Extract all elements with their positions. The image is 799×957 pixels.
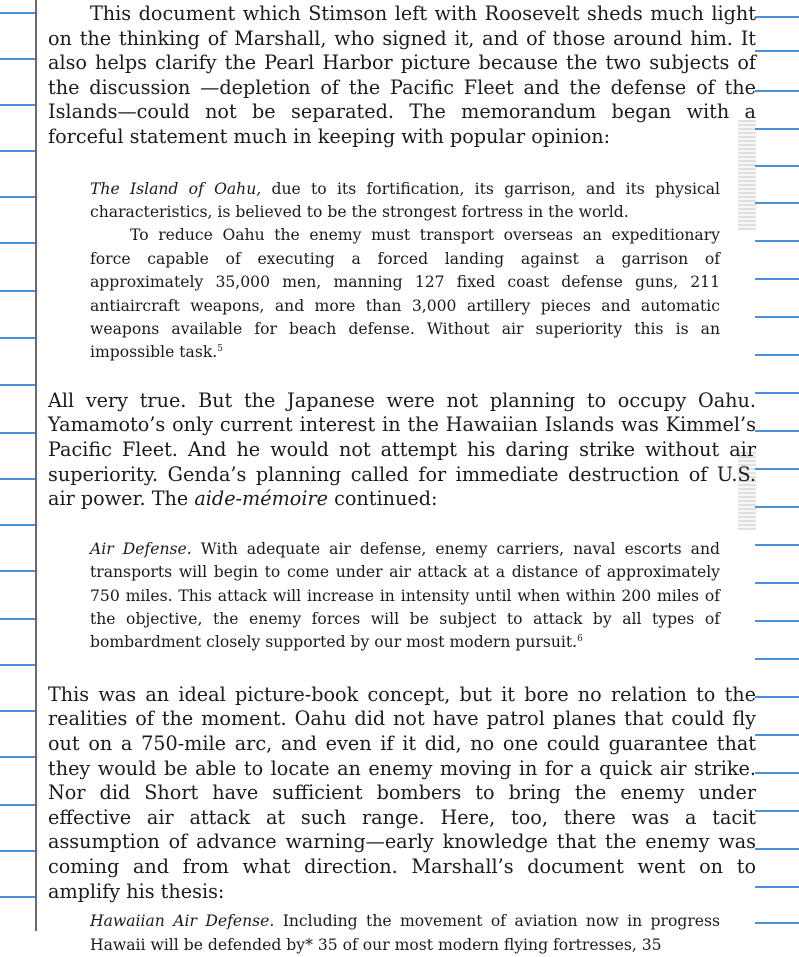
edge-tick	[0, 104, 36, 106]
edge-tick	[0, 58, 36, 60]
left-notebook-edge	[0, 0, 36, 931]
edge-tick	[755, 620, 799, 622]
paragraph-picture-book-concept: This was an ideal picture-book concept, but it bore no relation to the realities of the moment. Oahu did not have patrol planes that could fly out on a 750-mile arc, and even if it did, no one could guarantee that they would be able to locate an enemy moving in for a quick air strike. Nor did Short have sufficient bombers to bring the enemy under effective air attack at such range. Here, too, there was a tacit assumption of advance warning—early knowledge that the enemy was coming and from what direction. Marshall’s document went on to amplify his thesis:	[48, 682, 756, 903]
edge-tick	[755, 696, 799, 698]
p2-main: All very true. But the Japanese were not planning to occupy Oahu. Yamamoto’s only current interest in the Hawaiian Islands was Kimmel’s Pacific Fleet. And he would not attempt his daring strike without air superiority. Genda’s planning called for immediate destruction of U.S. air power. The	[48, 388, 756, 511]
edge-tick	[0, 478, 36, 480]
quote-air-defense-text	[90, 538, 720, 655]
quote-oahu-rest: due to its fortification, its garrison, and its physical characteristics, is believed to be the strongest fortress in the world.	[90, 179, 720, 221]
edge-tick	[755, 430, 799, 432]
edge-tick	[755, 316, 799, 318]
edge-tick	[0, 290, 36, 292]
edge-tick	[755, 128, 799, 130]
edge-tick	[0, 242, 36, 244]
quote-hawaiian-lead: Hawaiian Air Defense.	[90, 912, 275, 931]
quote-air-defense	[48, 538, 720, 655]
edge-tick	[755, 468, 799, 470]
quote-hawaiian-air-defense	[48, 910, 720, 957]
edge-tick	[755, 582, 799, 584]
quote-oahu-lead: The Island of Oahu,	[90, 179, 262, 198]
paragraph-japanese-intent	[48, 389, 756, 512]
margin-rule	[35, 0, 37, 931]
edge-tick	[755, 90, 799, 92]
edge-tick	[0, 524, 36, 526]
edge-tick	[755, 240, 799, 242]
edge-tick	[755, 772, 799, 774]
edge-tick	[755, 202, 799, 204]
quote-air-defense-rest: With adequate air defense, enemy carriers, naval escorts and transports will begin to come under air attack at a distance of approximately 750 miles. This attack will increase in intensity until when within 200 miles of the objective, the enemy forces will be subject to attack by all types of bombardment closely supported by our most modern pursuit.	[90, 539, 720, 652]
edge-tick	[755, 922, 799, 924]
edge-tick	[755, 734, 799, 736]
edge-tick	[755, 886, 799, 888]
edge-tick	[755, 544, 799, 546]
edge-tick	[0, 432, 36, 434]
footnote-marker: 5	[217, 344, 223, 355]
edge-tick	[755, 354, 799, 356]
edge-tick	[0, 896, 36, 898]
quote-oahu-first	[90, 178, 720, 225]
edge-tick	[755, 506, 799, 508]
edge-tick	[0, 150, 36, 152]
edge-tick	[0, 664, 36, 666]
edge-tick	[755, 810, 799, 812]
quote-oahu-second	[90, 224, 720, 364]
edge-tick	[0, 850, 36, 852]
edge-tick	[755, 278, 799, 280]
edge-tick	[0, 337, 36, 339]
page-text	[48, 2, 756, 957]
quote-hawaiian-rest: Including the movement of aviation now in progress Hawaii will be defended by* 35 of our most modern flying fortresses, 35	[90, 912, 721, 954]
footnote-marker: 6	[577, 634, 583, 645]
right-notebook-edge	[755, 0, 799, 931]
edge-tick	[755, 392, 799, 394]
edge-tick	[755, 658, 799, 660]
edge-tick	[0, 196, 36, 198]
edge-tick	[755, 50, 799, 52]
p2-italic-term: aide-mémoire	[194, 487, 329, 511]
edge-tick	[0, 756, 36, 758]
edge-tick	[0, 804, 36, 806]
edge-tick	[755, 848, 799, 850]
edge-tick	[0, 570, 36, 572]
edge-tick	[755, 165, 799, 167]
paragraph-memorandum-intro: This document which Stimson left with Roosevelt sheds much light on the thinking of Marshall, who signed it, and of those around him. It also helps clarify the Pearl Harbor picture because the two subjects of the discussion —depletion of the Pacific Fleet and the defense of the Islands—could not be separated. The memorandum began with a forceful statement much in keeping with popular opinion:	[48, 2, 756, 148]
p2-end: continued:	[328, 487, 438, 511]
quote-oahu-sub: To reduce Oahu the enemy must transport overseas an expeditionary force capable of executing a forced landing against a garrison of approximately 35,000 men, manning 127 fixed coast defense guns, 211 antiaircraft weapons, and more than 3,000 artillery pieces and automatic weapons available for beach defense. Without air superiority this is an impossible task.	[90, 226, 720, 362]
edge-tick	[0, 710, 36, 712]
edge-tick	[0, 12, 36, 14]
quote-island-of-oahu	[48, 178, 720, 365]
edge-tick	[0, 618, 36, 620]
quote-air-defense-lead: Air Defense.	[90, 539, 192, 558]
edge-tick	[755, 16, 799, 18]
quote-hawaiian-text	[90, 910, 720, 957]
edge-tick	[0, 384, 36, 386]
